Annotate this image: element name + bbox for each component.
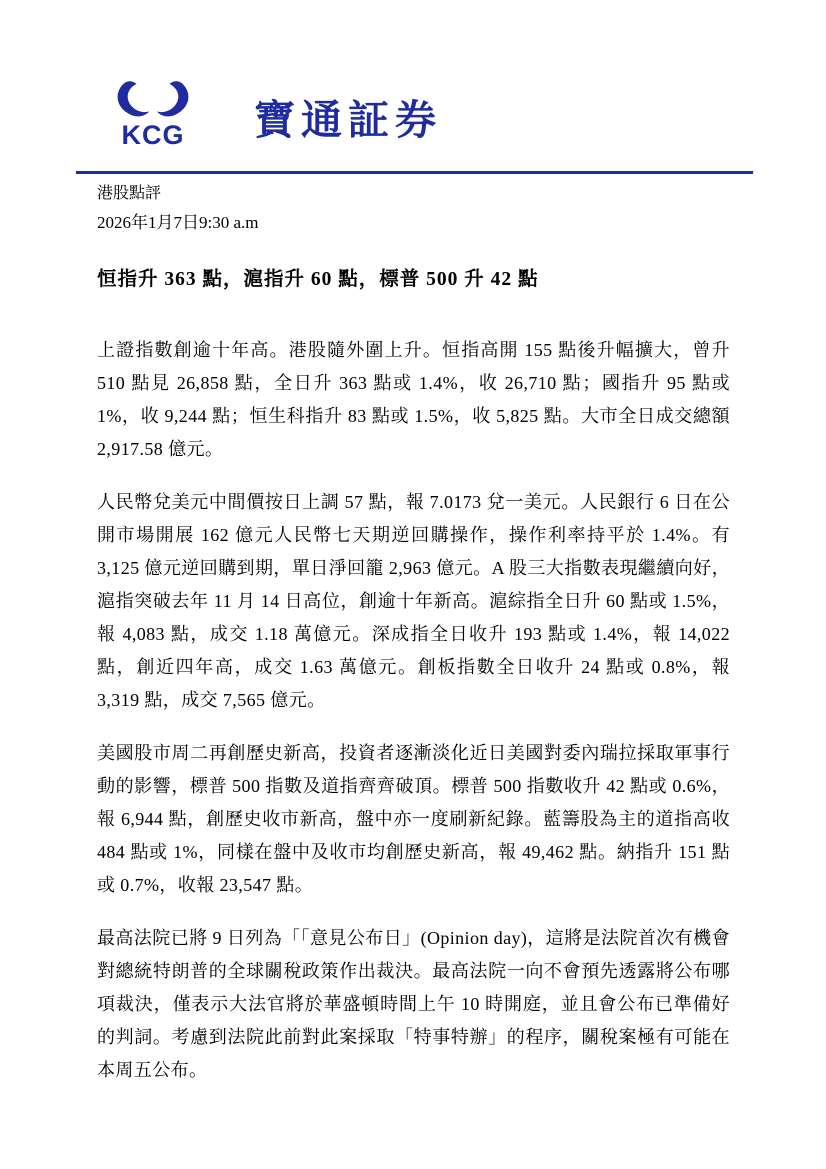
kcg-logo (110, 78, 196, 149)
section-label: 港股點評 (97, 185, 162, 202)
bull-horns-icon (112, 78, 194, 124)
article-body (97, 334, 730, 1087)
paragraph-supreme-court: 最高法院已將 9 日列為「「意見公布日」(Opinion day)，這將是法院首次有機會對總統特朗普的全球關稅政策作出裁決。最高法院一向不會預先透露將公布哪項裁決，僅表示大法官將於華盛頓時間上午 10 時開庭，並且會公布已準備好的判詞。考慮到法院此前對此案採取「特事特辦」的程序，關稅案極有可能在本周五公布。 (97, 928, 730, 1080)
report-datetime: 2026年1月7日9:30 a.m (97, 213, 259, 232)
paragraph-china-market: 人民幣兌美元中間價按日上調 57 點，報 7.0173 兌一美元。人民銀行 6 日在公開市場開展 162 億元人民幣七天期逆回購操作，操作利率持平於 1.4%。有 3,125 億元逆回購到期，單日淨回籠 2,963 億元。A 股三大指數表現繼續向好，滬指突破去年 11 月 14 日高位，創逾十年新高。滬綜指全日升 60 點或 1.5%，報 4,083 點，成交 1.18 萬億元。深成指全日收升 193 點或 1.4%，報 14,022 點，創近四年高，成交 1.63 萬億元。創板指數全日收升 24 點或 0.8%，報 3,319 點，成交 7,565 億元。 (97, 492, 730, 710)
logo-text: KCG (121, 120, 185, 150)
brand-name: 寶通証券 (254, 97, 442, 143)
letterhead (0, 0, 826, 149)
report-meta (97, 182, 729, 236)
header-divider (76, 171, 753, 174)
paragraph-us-market: 美國股市周二再創歷史新高，投資者逐漸淡化近日美國對委內瑞拉採取軍事行動的影響，標普 500 指數及道指齊齊破頂。標普 500 指數收升 42 點或 0.6%，報 6,944 點，創歷史收市新高，盤中亦一度刷新紀錄。藍籌股為主的道指高收 484 點或 1%，同樣在盤中及收市均創歷史新高，報 49,462 點。納指升 151 點或 0.7%，收報 23,547 點。 (97, 743, 730, 895)
article-title: 恒指升 363 點，滬指升 60 點，標普 500 升 42 點 (97, 269, 539, 290)
paragraph-hk-market: 上證指數創逾十年高。港股隨外圍上升。恒指高開 155 點後升幅擴大，曾升 510 點見 26,858 點，全日升 363 點或 1.4%，收 26,710 點；國指升 95 點或 1%，收 9,244 點；恒生科指升 83 點或 1.5%，收 5,825 點。大市全日成交總額 2,917.58 億元。 (97, 340, 730, 459)
article (97, 266, 730, 1087)
